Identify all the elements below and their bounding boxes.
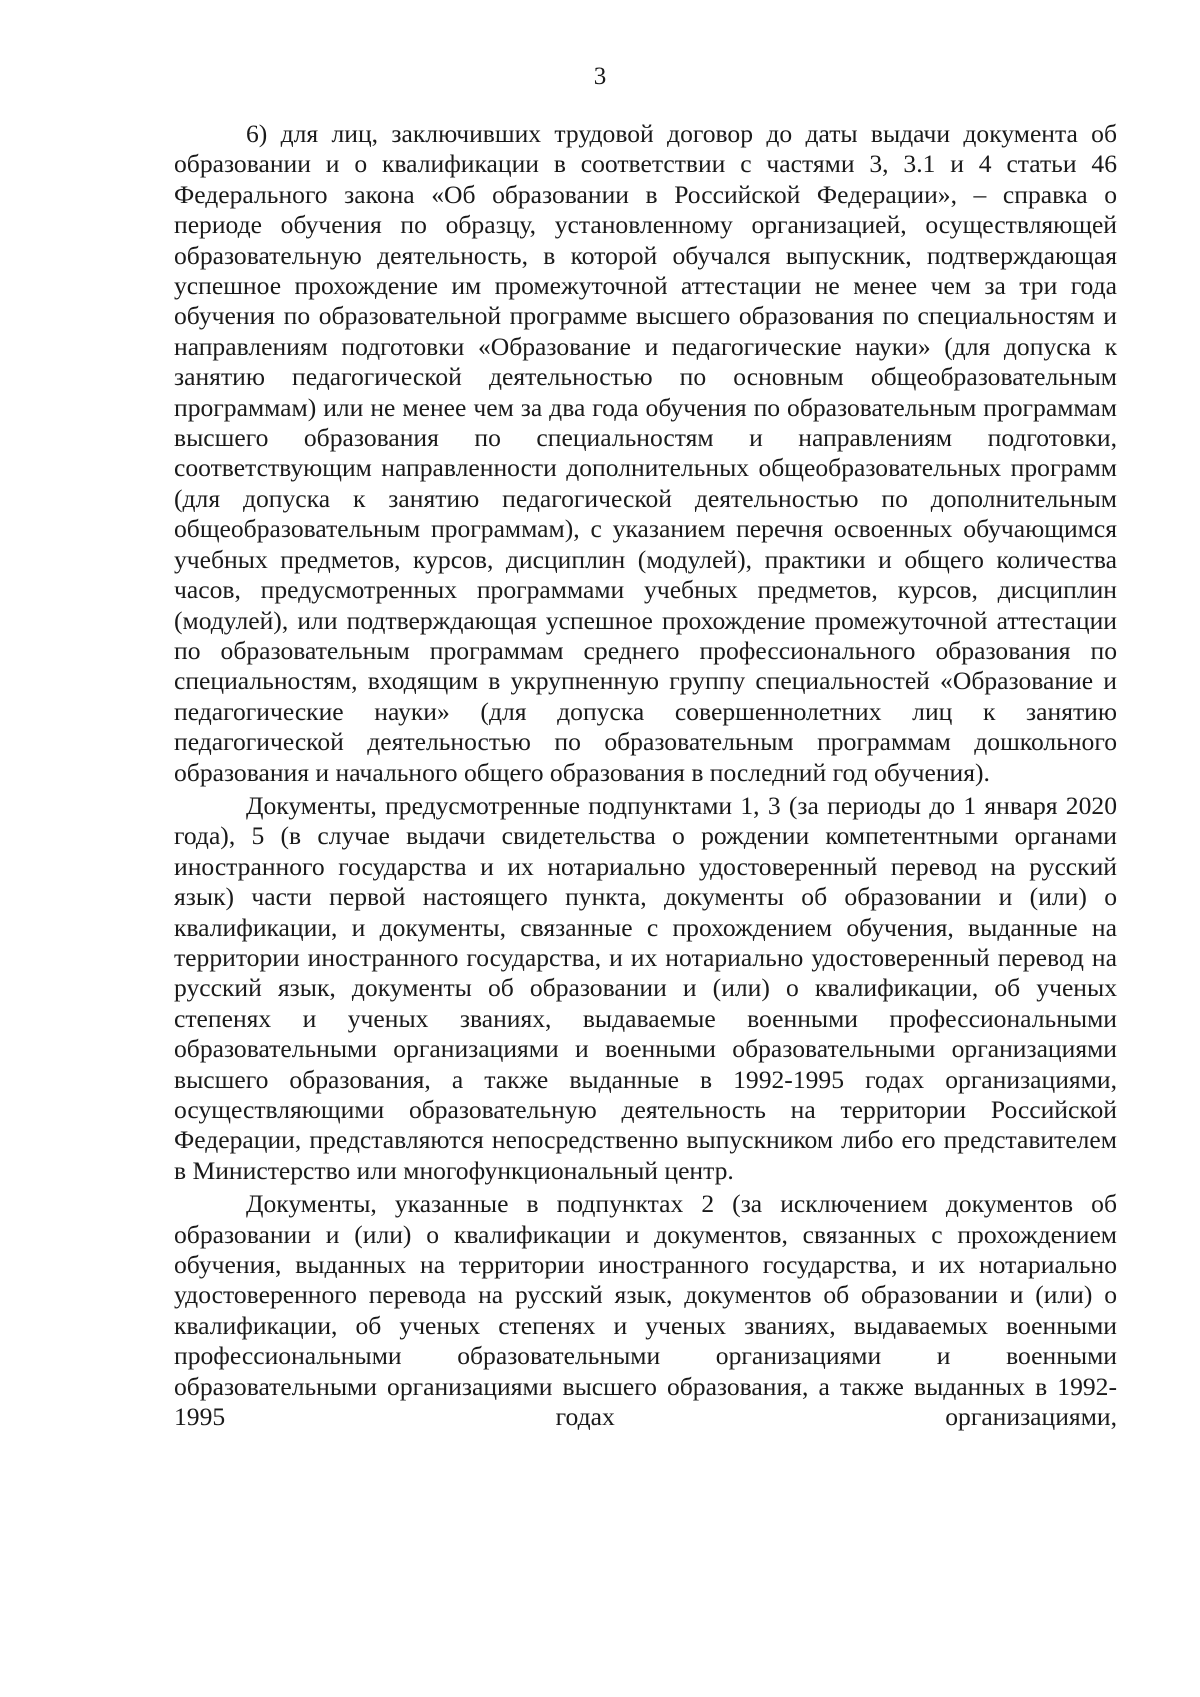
paragraph-documents-submitted-directly: Документы, предусмотренные подпунктами 1, 3 (за периоды до 1 января 2020 года), 5 (в случае выдачи свидетельства о рождении компетентными органами иностранного государства и их нотариально удостоверенный перевод на русский язык) части первой настоящего пункта, документы об образовании и (или) о квалификации, и документы, связанные с прохождением обучения, выданные на территории иностранного государства, и их нотариально удостоверенный перевод на русский язык, документы об образовании и (или) о квалификации, об ученых степенях и ученых званиях, выдаваемые военными профессиональными образовательными организациями и военными образовательными организациями высшего образования, а также выданные в 1992-1995 годах организациями, осуществляющими образовательную деятельность на территории Российской Федерации, представляются непосредственно выпускником либо его представителем в Министерство или многофункциональный центр. [174,790,1117,1185]
page-number: 3 [593,63,607,90]
document-body [174,119,1117,1432]
paragraph-documents-listed-in-subitems: Документы, указанные в подпунктах 2 (за исключением документов об образовании и (или) о квалификации и документов, связанных с прохождением обучения, выданных на территории иностранного государства, и их нотариально удостоверенного перевода на русский язык, документов об образовании и (или) о квалификации, об ученых степенях и ученых званиях, выдаваемых военными профессиональными образовательными организациями и военными образовательными организациями высшего образования, а также выданных в 1992-1995 годах организациями, [174,1189,1117,1432]
paragraph-subitem-6: 6) для лиц, заключивших трудовой договор до даты выдачи документа об образовании и о квалификации в соответствии с частями 3, 3.1 и 4 статьи 46 Федерального закона «Об образовании в Российской Федерации», – справка о периоде обучения по образцу, установленному организацией, осуществляющей образовательную деятельность, в которой обучался выпускник, подтверждающая успешное прохождение им промежуточной аттестации не менее чем за три года обучения по образовательной программе высшего образования по специальностям и направлениям подготовки «Образование и педагогические науки» (для допуска к занятию педагогической деятельностью по основным общеобразовательным программам) или не менее чем за два года обучения по образовательным программам высшего образования по специальностям и направлениям подготовки, соответствующим направленности дополнительных общеобразовательных программ (для допуска к занятию педагогической деятельностью по дополнительным общеобразовательным программам), с указанием перечня освоенных обучающимся учебных предметов, курсов, дисциплин (модулей), практики и общего количества часов, предусмотренных программами учебных предметов, курсов, дисциплин (модулей), или подтверждающая успешное прохождение промежуточной аттестации по образовательным программам среднего профессионального образования по специальностям, входящим в укрупненную группу специальностей «Образование и педагогические науки» (для допуска совершеннолетних лиц к занятию педагогической деятельностью по образовательным программам дошкольного образования и начального общего образования в последний год обучения). [174,119,1117,787]
